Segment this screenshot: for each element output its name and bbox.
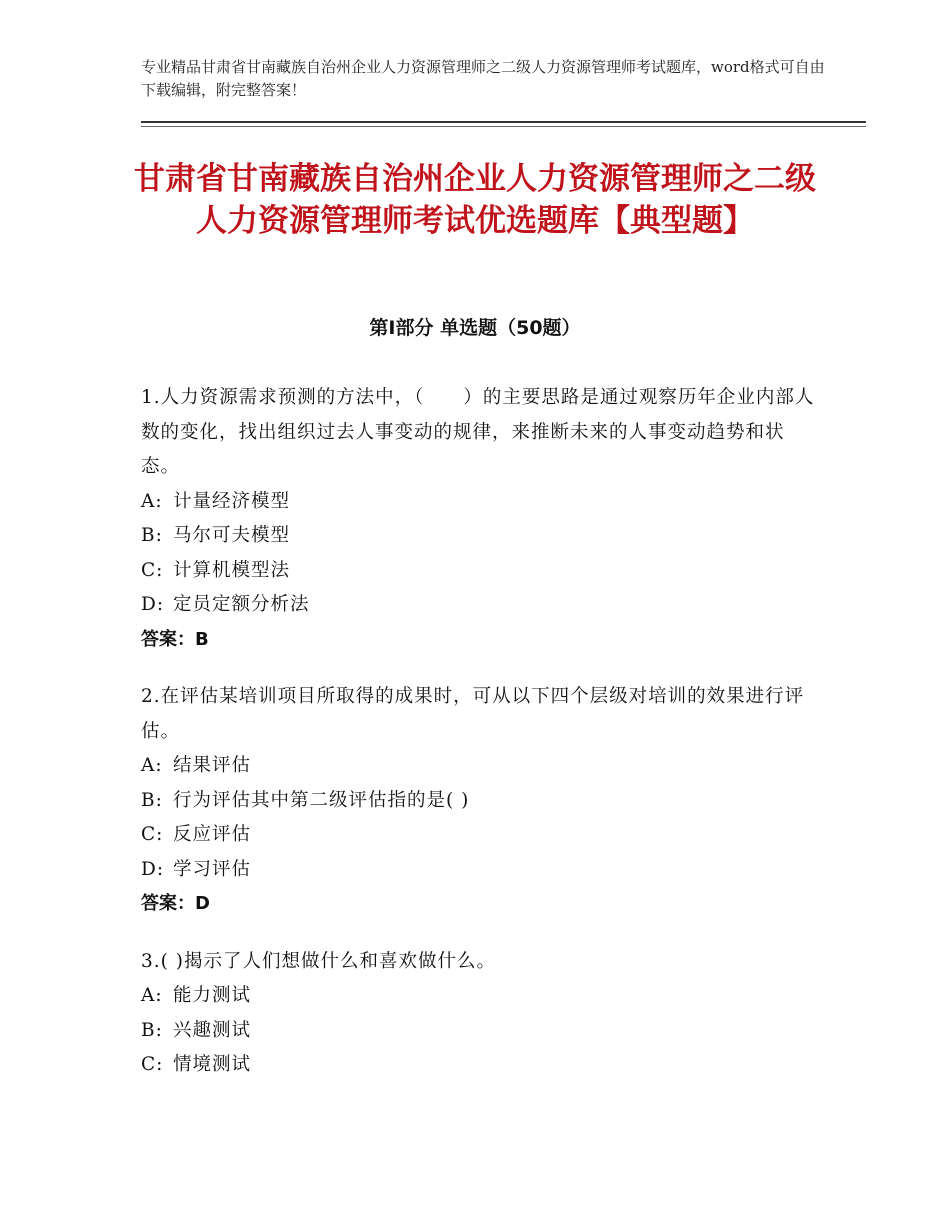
option-text: 反应评估 — [173, 824, 252, 845]
option-c — [141, 818, 821, 853]
option-letter: A: — [141, 985, 163, 1006]
option-letter: D: — [141, 594, 165, 615]
question-1 — [141, 381, 821, 657]
header-rule-thin — [141, 126, 866, 127]
answer-value: B — [195, 628, 209, 650]
question-stem: 1.人力资源需求预测的方法中，（ ）的主要思路是通过观察历年企业内部人数的变化，找出组织过去人事变动的规律，来推断未来的人事变动趋势和状态。 — [141, 387, 815, 477]
option-d — [141, 588, 821, 623]
option-text: 计算机模型法 — [173, 559, 291, 581]
answer-line — [141, 623, 821, 658]
option-text: 行为评估其中第二级评估指的是( ) — [173, 789, 470, 811]
option-letter: A: — [141, 490, 163, 512]
option-b — [141, 1014, 821, 1049]
answer-label: 答案： — [141, 628, 195, 650]
option-letter: C: — [141, 1054, 164, 1075]
option-letter: D: — [141, 858, 165, 880]
header-note: 专业精品甘肃省甘南藏族自治州企业人力资源管理师之二级人力资源管理师考试题库，word格式可自由下载编辑，附完整答案！ — [141, 58, 825, 99]
option-text: 马尔可夫模型 — [173, 525, 291, 546]
option-letter: A: — [141, 755, 163, 776]
option-a — [141, 749, 821, 784]
option-d — [141, 853, 821, 888]
option-letter: C: — [141, 824, 164, 845]
question-stem: 2.在评估某培训项目所取得的成果时，可从以下四个层级对培训的效果进行评估。 — [141, 686, 805, 742]
option-text: 能力测试 — [173, 985, 252, 1006]
header-rule-thick — [141, 121, 866, 123]
question-3 — [141, 945, 821, 1083]
option-c — [141, 1048, 821, 1083]
option-a — [141, 485, 821, 520]
option-text: 计量经济模型 — [173, 490, 291, 512]
option-letter: B: — [141, 525, 163, 546]
question-stem: 3.( )揭示了人们想做什么和喜欢做什么。 — [141, 950, 496, 972]
answer-value: D — [195, 893, 210, 914]
option-text: 结果评估 — [173, 755, 252, 776]
question-2 — [141, 680, 821, 922]
option-text: 情境测试 — [173, 1054, 252, 1075]
option-text: 学习评估 — [173, 858, 252, 880]
option-letter: B: — [141, 1019, 163, 1041]
answer-label: 答案： — [141, 893, 195, 914]
option-letter: B: — [141, 789, 163, 811]
option-c — [141, 554, 821, 589]
option-b — [141, 784, 821, 819]
option-text: 兴趣测试 — [173, 1019, 252, 1041]
option-letter: C: — [141, 559, 164, 581]
option-b — [141, 519, 821, 554]
option-text: 定员定额分析法 — [173, 594, 310, 615]
option-a — [141, 979, 821, 1014]
section-title: 第Ⅰ部分 单选题（50题） — [369, 317, 581, 339]
answer-line — [141, 887, 821, 922]
question-list — [141, 381, 821, 1106]
document-title: 甘肃省甘南藏族自治州企业人力资源管理师之二级人力资源管理师考试优选题库【典型题】 — [134, 161, 816, 239]
